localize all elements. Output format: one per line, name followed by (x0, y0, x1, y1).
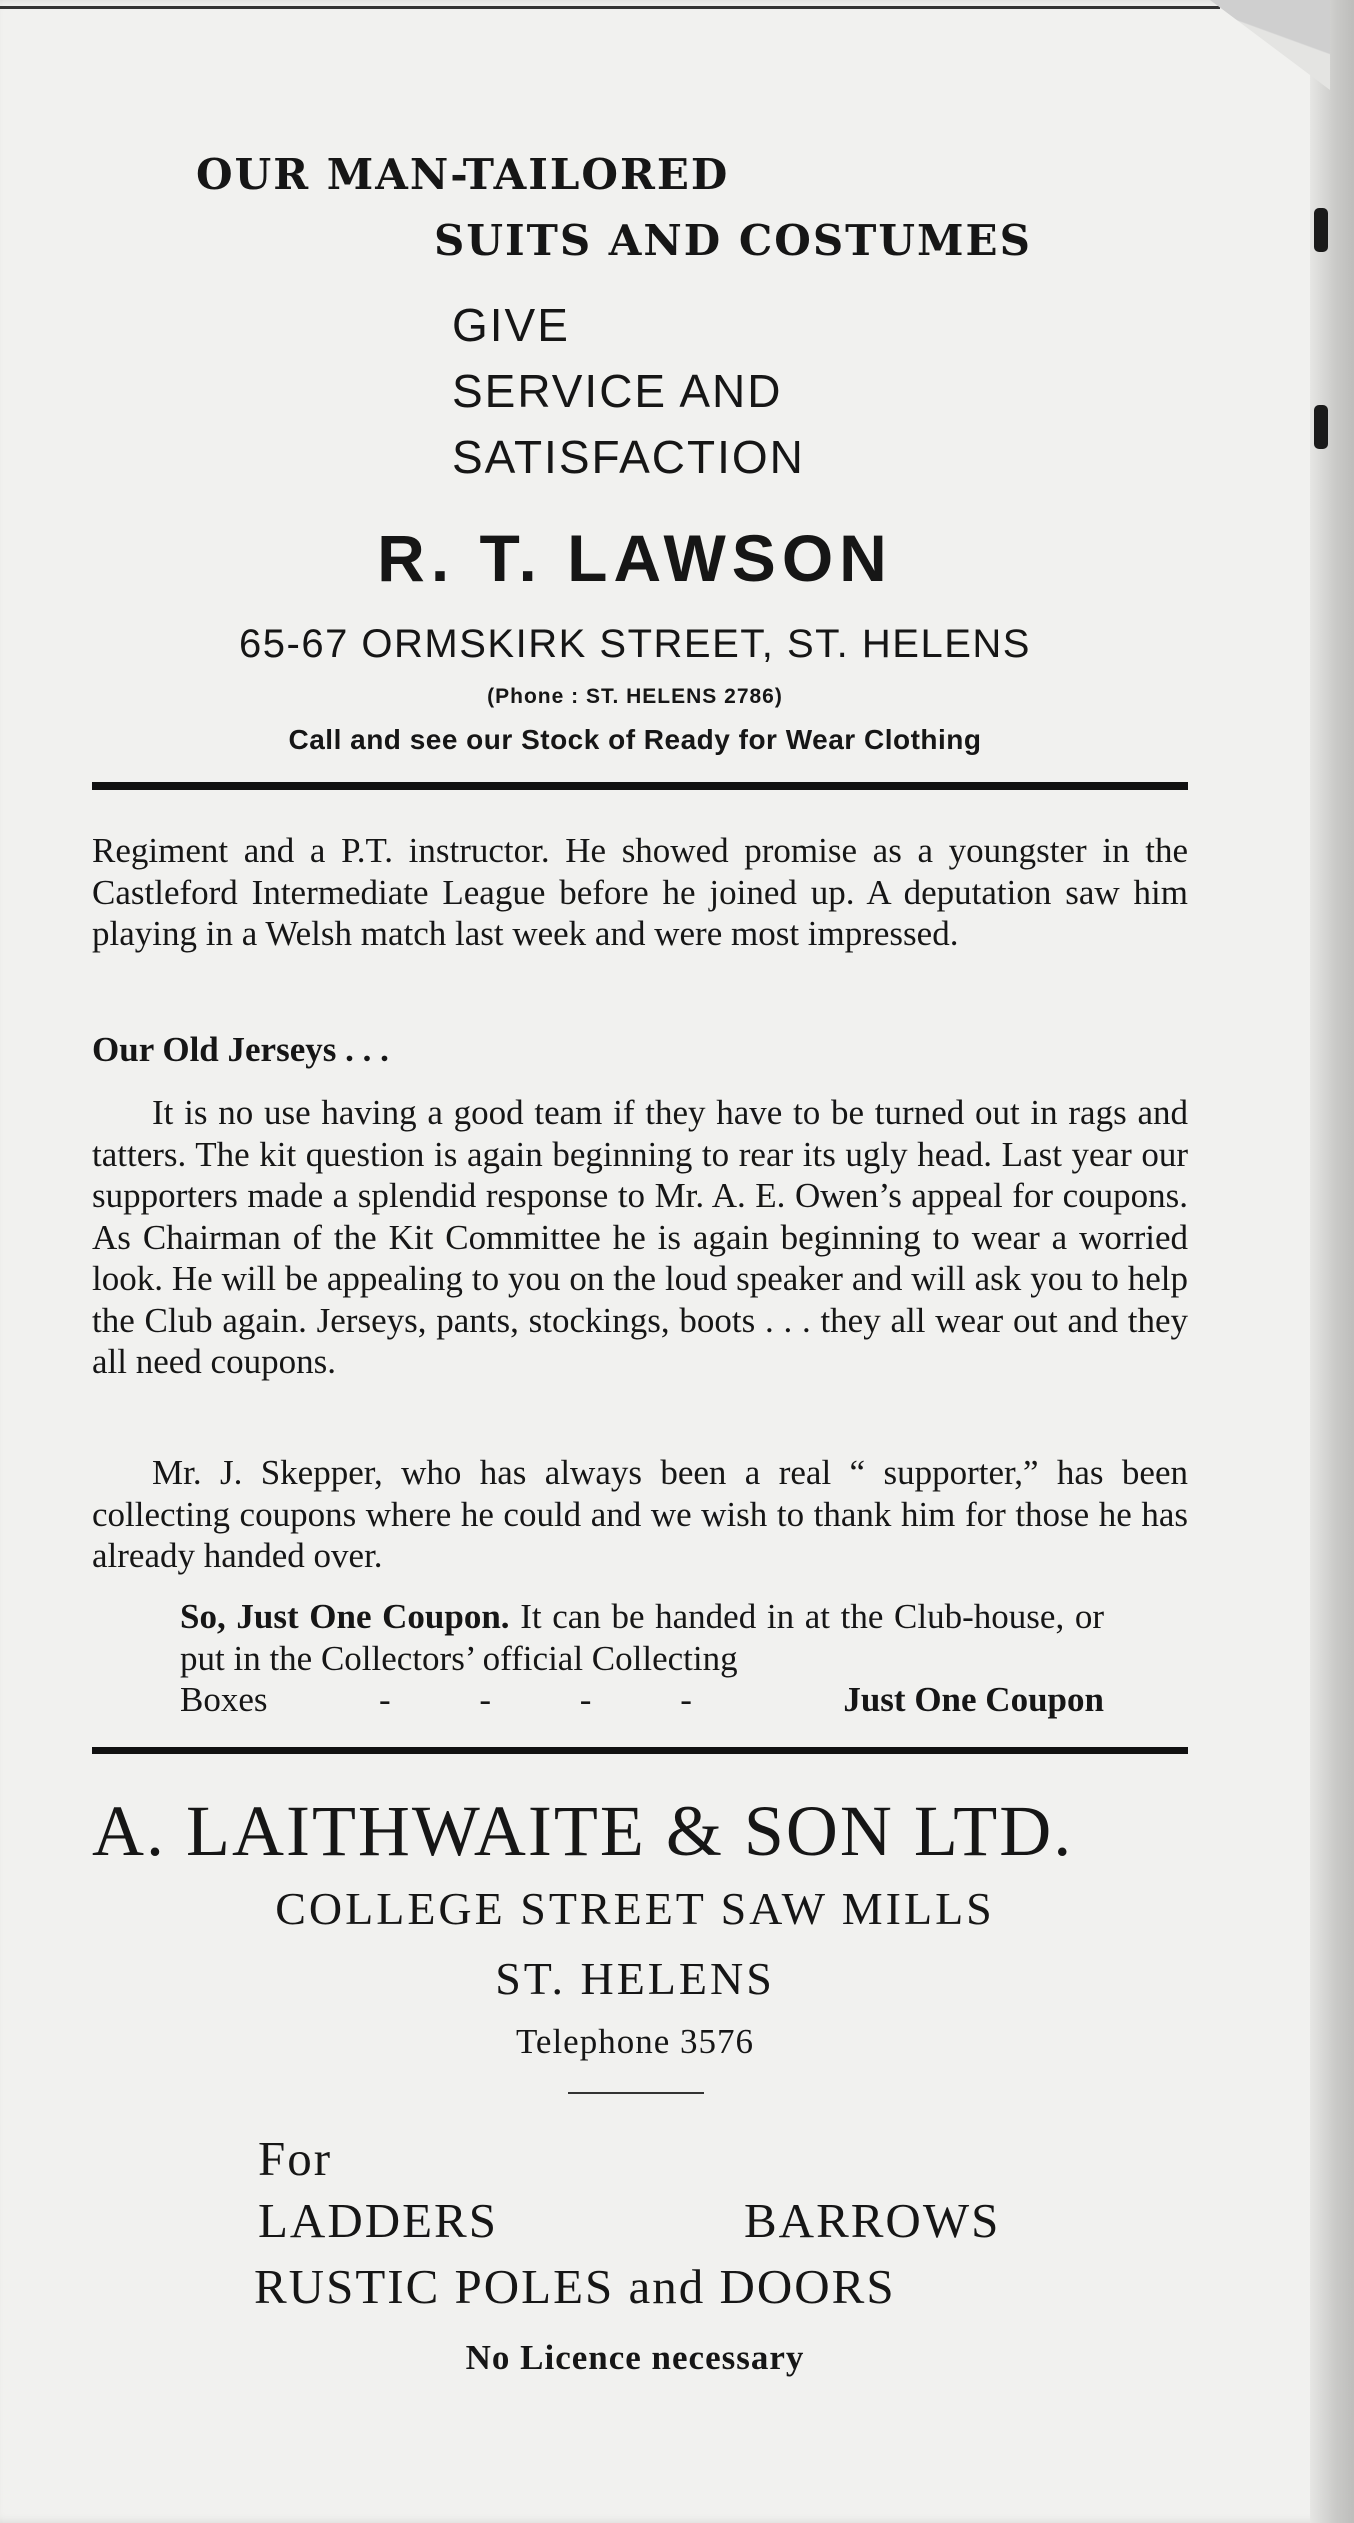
lawson-phone: (Phone : ST. HELENS 2786) (487, 685, 783, 708)
lawson-headline-2: SUITS AND COSTUMES (434, 216, 1032, 265)
coupon-text: It can be handed in at the Club-house, or put in the Collectors’ official Collecting (180, 1597, 1104, 1678)
page-edge-shadow (1310, 0, 1354, 2523)
laithwaite-item-poles-doors: RUSTIC POLES and DOORS (254, 2259, 896, 2314)
laithwaite-name: A. LAITHWAITE & SON LTD. (92, 1791, 1074, 1871)
coupon-appeal (180, 1596, 1104, 1721)
article-heading: Our Old Jerseys . . . (92, 1030, 389, 1069)
coupon-bold-lead: So, Just One Coupon. (180, 1597, 510, 1636)
laithwaite-note: No Licence necessary (465, 2338, 805, 2377)
laithwaite-item-barrows: BARROWS (744, 2193, 1001, 2248)
coupon-boxes: Boxes (180, 1680, 268, 1719)
article-paragraph-3: Mr. J. Skepper, who has always been a real “ supporter,” has been collecting coupons where he could and we wish to thank him for those he has already handed over. (92, 1453, 1188, 1575)
article-body-2 (92, 1092, 1188, 1383)
top-border-line (0, 6, 1220, 9)
lawson-tagline: Call and see our Stock of Ready for Wear Clothing (288, 724, 982, 755)
laithwaite-for: For (258, 2131, 333, 2186)
lawson-headline-1: OUR MAN-TAILORED (196, 150, 730, 199)
laithwaite-line-1: COLLEGE STREET SAW MILLS (275, 1883, 995, 1934)
coupon-dashes: - - - - (378, 1680, 732, 1719)
binding-hole-icon (1314, 208, 1328, 252)
article-body-3 (92, 1452, 1188, 1577)
article-paragraph-1: Regiment and a P.T. instructor. He showed promise as a youngster in the Castleford Intermediate League before he joined up. A deputation saw him playing in a Welsh match last week and were most impressed. (92, 831, 1188, 953)
coupon-last-line (180, 1679, 1104, 1721)
laithwaite-telephone: Telephone 3576 (515, 2022, 754, 2061)
lawson-address: 65-67 ORMSKIRK STREET, ST. HELENS (239, 622, 1031, 666)
lawson-give-line-3: SATISFACTION (452, 431, 805, 483)
coupon-end: Just One Coupon (843, 1680, 1104, 1719)
section-divider (92, 1747, 1188, 1754)
binding-hole-icon (1314, 405, 1328, 449)
laithwaite-line-2: ST. HELENS (495, 1953, 775, 2004)
article-paragraph-2: It is no use having a good team if they have to be turned out in rags and tatters. The kit question is again beginning to rear its ugly head. Last year our supporters made a splendid response to Mr. A. E. Owen’s appeal for coupons. As Chairman of the Kit Committee he is again beginning to wear a worried look. He will be appealing to you on the loud speaker and will ask you to help the Club again. Jerseys, pants, stockings, boots . . . they all wear out and they all need coupons. (92, 1093, 1188, 1381)
lawson-give-line-1: GIVE (452, 299, 570, 351)
article-body-1 (92, 830, 1188, 955)
laithwaite-item-ladders: LADDERS (258, 2193, 498, 2248)
lawson-give-line-2: SERVICE AND (452, 365, 783, 417)
short-divider (568, 2092, 704, 2094)
lawson-name: R. T. LAWSON (377, 521, 893, 595)
section-divider (92, 782, 1188, 790)
